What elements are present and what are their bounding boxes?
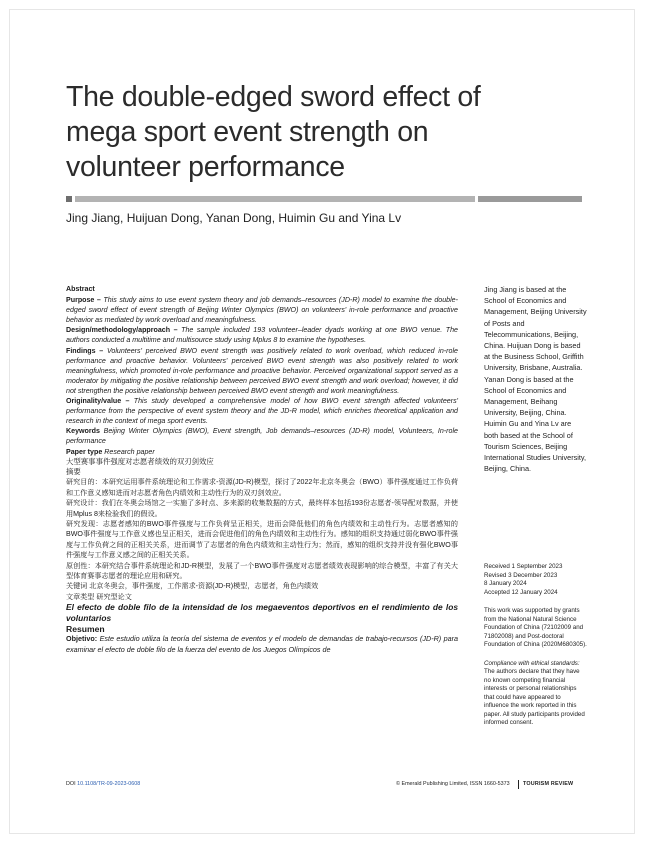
ethics-note bbox=[484, 660, 587, 728]
purpose-text: This study aims to use event system theory and job demands–resources (JD-R) model to examine the double-edged sword effect of event strength of Beijing Winter Olympics (BWO) on volunteers' in-role performance and proactive behavior as mediated by work overload and meaningfulness. bbox=[66, 296, 458, 325]
title-line: volunteer performance bbox=[66, 151, 345, 183]
abstract-heading: Abstract bbox=[66, 285, 95, 293]
publisher-line: © Emerald Publishing Limited, ISSN 1660-5373 bbox=[396, 781, 510, 787]
abstract-paper-type bbox=[66, 447, 458, 457]
abstract-originality bbox=[66, 396, 458, 426]
title-rule-segment bbox=[66, 196, 72, 202]
design-text: The sample included 193 volunteer–leader dyads working at one BWO venue. The authors conducted a multitime and multisource study using Mplus 8 to examine the hypotheses. bbox=[66, 326, 458, 345]
title-rule-segment bbox=[75, 196, 475, 202]
doi-line bbox=[66, 781, 140, 787]
article-title bbox=[66, 80, 506, 185]
abstract-keywords bbox=[66, 426, 458, 446]
chinese-paper-type: 文章类型 研究型论文 bbox=[66, 592, 132, 601]
chinese-findings: 研究发现：志愿者感知的BWO事件强度与工作负荷呈正相关，进而会降低他们的角色内绩效和主动性行为。志愿者感知的BWO事件强度与工作意义感也呈正相关，进而会促进他们的角色内绩效和主动性行为。感知的组织支持通过弱化BWO事件强度与工作负荷之间的正相关关系，进而调节了志愿者的角色内绩效和主动性行为；然而，感知的组织支持并没有强化BWO事件强度与工作意义感之间的正相关关系。 bbox=[66, 520, 458, 560]
keywords-label: Keywords bbox=[66, 427, 100, 436]
spanish-title: El efecto de doble filo de la intensidad de los megaeventos deportivos en el rendimiento de los voluntarios bbox=[66, 602, 458, 624]
originality-label: Originality/value – bbox=[66, 397, 130, 406]
purpose-label: Purpose – bbox=[66, 296, 101, 305]
ethics-text: The authors declare that they have no known competing financial interests or personal relationships that could have appeared to influence the work reported in this paper. All study participants provided informed consent. bbox=[484, 668, 585, 726]
abstract-column bbox=[66, 284, 458, 655]
revised-date: Revised 3 December 2023 bbox=[484, 571, 558, 579]
chinese-originality: 原创性：本研究结合事件系统理论和JD-R模型，发展了一个BWO事件强度对志愿者绩效表现影响的综合模型，丰富了有关大型体育赛事志愿者的理论应用和研究。 bbox=[66, 561, 458, 581]
author-list: Jing Jiang, Huijuan Dong, Yanan Dong, Huimin Gu and Yina Lv bbox=[66, 211, 402, 225]
paper-type-label: Paper type bbox=[66, 447, 103, 456]
chinese-abstract-heading: 摘要 bbox=[66, 467, 81, 476]
ethics-label: Compliance with ethical standards: bbox=[484, 659, 580, 667]
title-line: mega sport event strength on bbox=[66, 116, 429, 148]
findings-text: Volunteers' perceived BWO event strength was positively related to work overload, which reduced in-role performance and proactive behavior. Volunteers' perceived BWO event strength was also positively related to work meaningfulness, which promoted in-role performance and proactive behavior. Perceived organizational support served as a moderator by mitigating the positive relationship between perceived BWO event strength and work overload; however, it did not strengthen the positive relationship between perceived BWO event strength and work meaningfulness. bbox=[66, 346, 458, 395]
design-label: Design/methodology/approach – bbox=[66, 326, 178, 335]
title-rule bbox=[66, 196, 582, 203]
article-history bbox=[484, 563, 587, 728]
author-affiliations: Jing Jiang is based at the School of Economics and Management, Beijing University of Posts and Telecommunications, Beijing, China. Huijuan Dong is based at the Business School, Griffith University, Brisbane, Australia. Yanan Dong is based at the School of Economics and Management, Beihang University, Beijing, China. Huimin Gu and Yina Lv are both based at the School of Tourism Sciences, Beijing International Studies University, Beijing, China. bbox=[484, 285, 587, 474]
chinese-keywords: 关键词 北京冬奥会，事件强度，工作需求-资源(JD-R)模型，志愿者，角色内绩效 bbox=[66, 582, 319, 591]
title-rule-segment bbox=[478, 196, 582, 202]
revised-date-2: 8 January 2024 bbox=[484, 580, 527, 587]
accepted-date: Accepted 12 January 2024 bbox=[484, 588, 558, 596]
spanish-objective bbox=[66, 634, 458, 654]
keywords-text: Beijing Winter Olympics (BWO), Event strength, Job demands–resources (JD-R) model, Volunteers, In-role performance bbox=[66, 427, 458, 446]
spanish-abstract-heading: Resumen bbox=[66, 624, 105, 635]
footer-divider bbox=[518, 780, 519, 789]
doi-label: DOI bbox=[66, 781, 76, 787]
paper-type-text: Research paper bbox=[104, 447, 155, 456]
chinese-design: 研究设计：我们在冬奥会场馆之一实施了多时点、多来源的收集数据的方式，最终样本包括193份志愿者-领导配对数据，并使用Mplus 8来检验我们的假设。 bbox=[66, 499, 458, 518]
title-line: The double-edged sword effect of bbox=[66, 81, 481, 113]
abstract-design bbox=[66, 325, 458, 345]
chinese-title: 大型赛事事件强度对志愿者绩效的双刃剑效应 bbox=[66, 456, 214, 466]
abstract-purpose bbox=[66, 295, 458, 325]
objective-text: Este estudio utiliza la teoría del sistema de eventos y el modelo de demandas de trabajo-recursos (JD-R) para examinar el efecto de doble filo de la fuerza del evento de los Juegos Olímpicos de bbox=[66, 634, 459, 654]
doi-link[interactable]: 10.1108/TR-09-2023-0608 bbox=[77, 781, 141, 787]
chinese-purpose: 研究目的：本研究运用事件系统理论和工作需求-资源(JD-R)模型，探讨了2022年北京冬奥会（BWO）事件强度通过工作负荷和工作意义感知进而对志愿者角色内绩效和主动性行为的双刃剑效应。 bbox=[66, 478, 458, 497]
findings-label: Findings – bbox=[66, 346, 104, 355]
funding-note: This work was supported by grants from the National Natural Science Foundation of China (72102009 and 71802008) and Post-doctoral Foundation of China (2020M680305). bbox=[484, 607, 587, 648]
received-date: Received 1 September 2023 bbox=[484, 563, 563, 570]
originality-text: This study developed a comprehensive model of how BWO event strength affected volunteers' performance from the perspective of event system theory and the JD-R model, which enriches theoretical application and research in the context of mega sport events. bbox=[66, 397, 458, 426]
abstract-findings bbox=[66, 346, 458, 396]
journal-name: TOURISM REVIEW bbox=[523, 781, 574, 787]
objective-label: Objetivo: bbox=[66, 634, 98, 644]
